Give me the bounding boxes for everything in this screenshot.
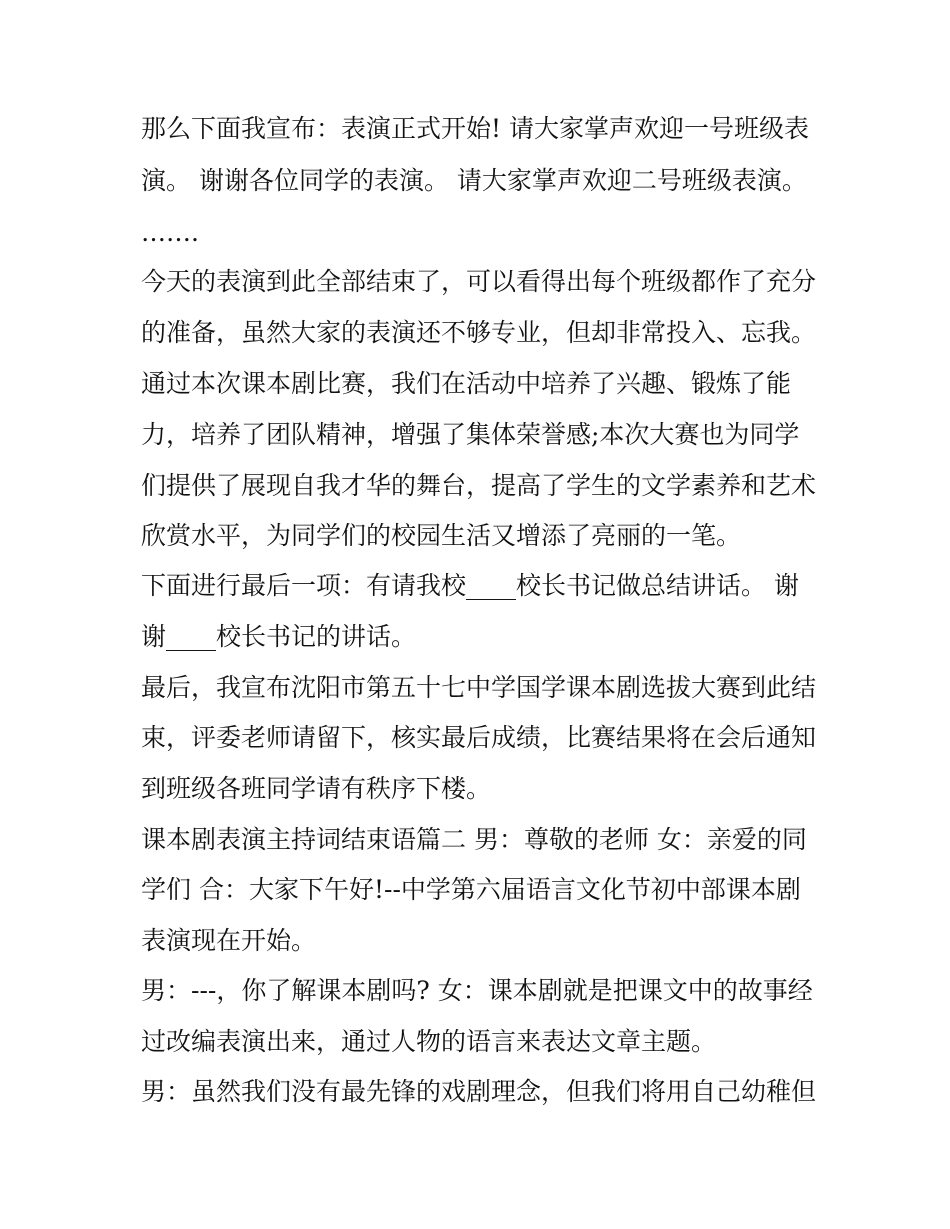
text-line-9: 欣赏水平，为同学们的校园生活又增添了亮丽的一笔。 (141, 521, 742, 550)
text-line-13: 束，评委老师请留下，核实最后成绩，比赛结果将在会后通知 (141, 723, 817, 752)
text-line-19: 过改编表演出来，通过人物的语言来表达文章主题。 (141, 1027, 717, 1056)
text-line-15: 课本剧表演主持词结束语篇二 男：尊敬的老师 女：亲爱的同 (141, 825, 807, 854)
text-line-6: 通过本次课本剧比赛，我们在活动中培养了兴趣、锻炼了能 (141, 369, 792, 398)
text-line-20: 男：虽然我们没有最先锋的戏剧理念，但我们将用自己幼稚但 (141, 1077, 817, 1106)
text-line-1: 那么下面我宣布：表演正式开始! 请大家掌声欢迎一号班级表 (141, 114, 809, 143)
text-line-4: 今天的表演到此全部结束了，可以看得出每个班级都作了充分 (141, 267, 817, 296)
text-line-7: 力，培养了团队精神，增强了集体荣誉感;本次大赛也为同学 (141, 420, 800, 449)
text-line-5: 的准备，虽然大家的表演还不够专业，但却非常投入、忘我。 (141, 318, 817, 347)
text-line-16: 学们 合：大家下午好!--中学第六届语言文化节初中部课本剧 (141, 875, 801, 904)
text-line-18: 男：---，你了解课本剧吗? 女：课本剧就是把课文中的故事经 (141, 976, 813, 1005)
text-line-14: 到班级各班同学请有秩序下楼。 (141, 774, 492, 803)
text-line-3: ……. (141, 218, 199, 247)
text-line-10: 下面进行最后一项：有请我校____校长书记做总结讲话。 谢 (141, 571, 799, 600)
text-line-2: 演。 谢谢各位同学的表演。 请大家掌声欢迎二号班级表演。 (141, 166, 807, 195)
text-line-8: 们提供了展现自我才华的舞台，提高了学生的文学素养和艺术 (141, 471, 817, 500)
text-line-11: 谢____校长书记的讲话。 (141, 622, 417, 651)
text-line-17: 表演现在开始。 (141, 926, 317, 955)
text-line-12: 最后，我宣布沈阳市第五十七中学国学课本剧选拔大赛到此结 (141, 673, 817, 702)
